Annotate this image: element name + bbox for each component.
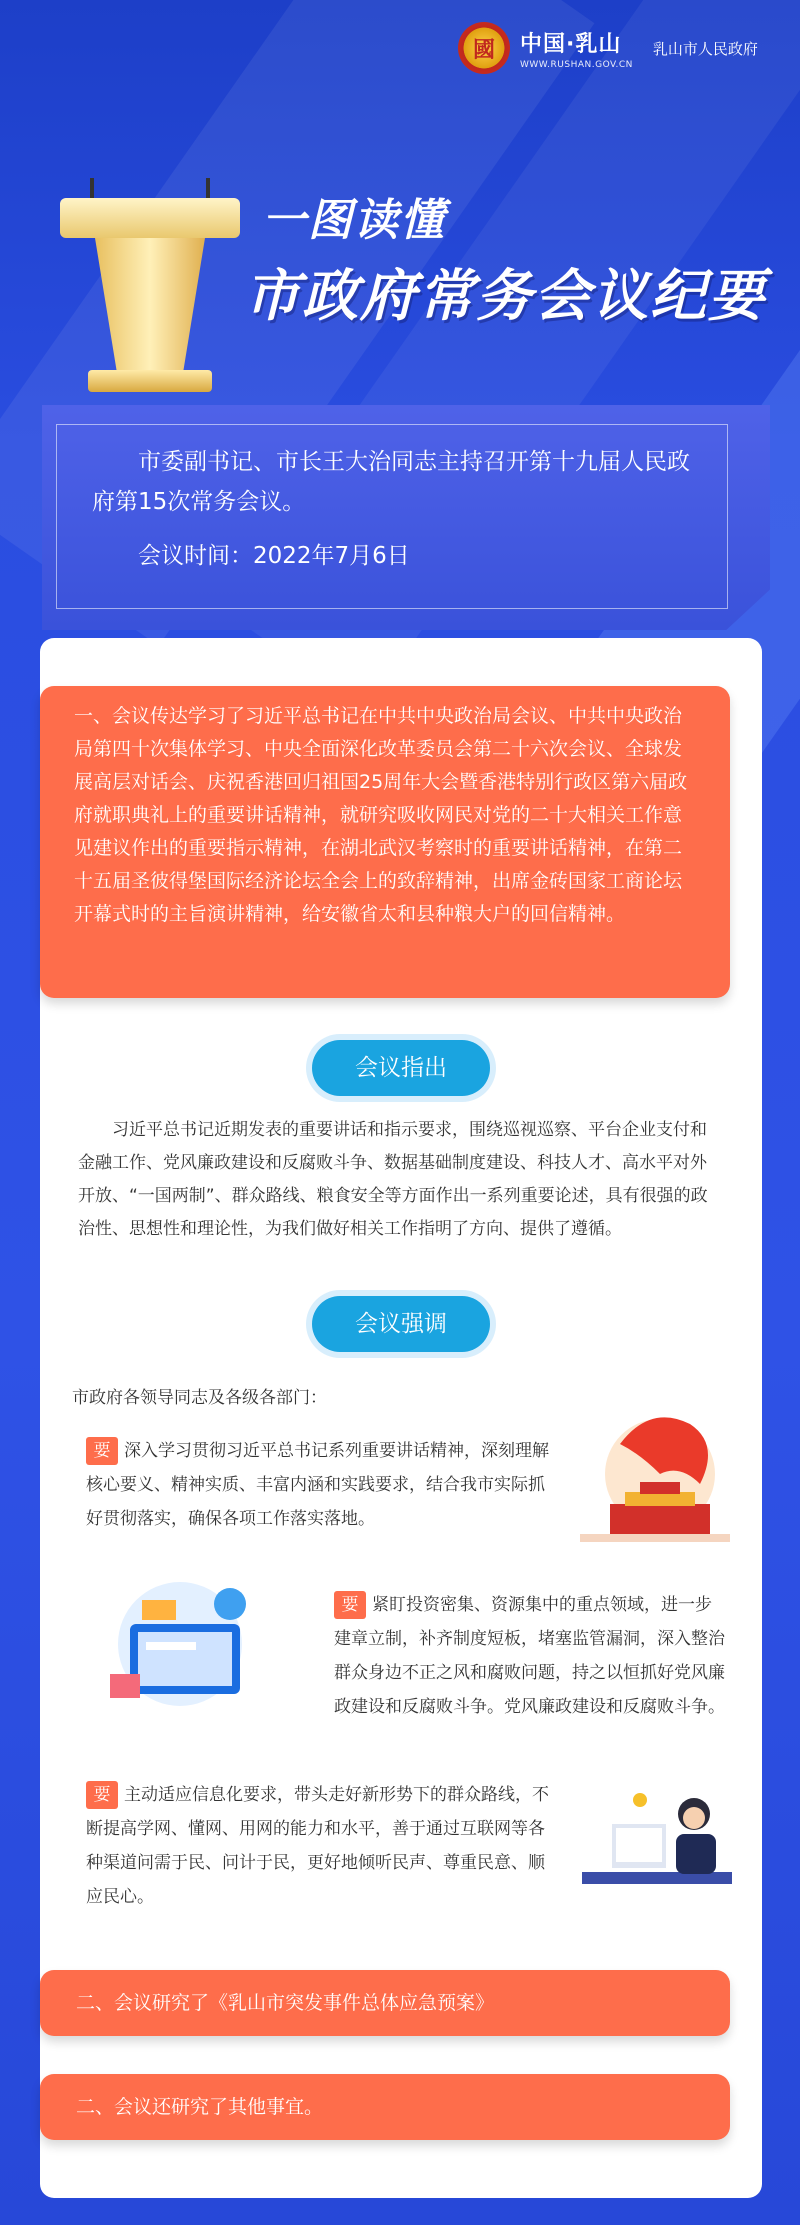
emphasis-item-1: [86, 1434, 560, 1536]
yao-badge: 要: [86, 1437, 118, 1465]
section-1-block: 一、会议传达学习了习近平总书记在中共中央政治局会议、中共中央政治局第四十次集体学习、中央全面深化改革委员会第二十六次会议、全球发展高层对话会、庆祝香港回归祖国25周年大会暨香港特别行政区第六届政府就职典礼上的重要讲话精神，就研究吸收网民对党的二十大相关工作意见建议作出的重要指示精神，在湖北武汉考察时的重要讲话精神，在第二十五届圣彼得堡国际经济论坛全会上的致辞精神，出席金砖国家工商论坛开幕式时的主旨演讲精神，给安徽省太和县种粮大户的回信精神。: [40, 686, 730, 998]
yao-badge: 要: [86, 1781, 118, 1809]
computer-illustration: [90, 1574, 270, 1714]
emphasized-heading: 会议强调: [312, 1296, 490, 1352]
logo-url: WWW.RUSHAN.GOV.CN: [520, 59, 633, 70]
yao-badge: 要: [334, 1591, 366, 1619]
emphasis-item-3: [86, 1778, 560, 1914]
emphasis-text-2: 紧盯投资密集、资源集中的重点领域，进一步建章立制，补齐制度短板，堵塞监管漏洞，深入整治群众身边不正之风和腐败问题，持之以恒抓好党风廉政建设和反腐败斗争。党风廉政建设和反腐败斗争。: [334, 1595, 725, 1717]
emphasis-item-2: [334, 1588, 726, 1724]
operator-illustration: [582, 1784, 732, 1894]
pointed-heading: 会议指出: [312, 1040, 490, 1096]
title-line1: 一图读懂: [262, 195, 446, 246]
emphasized-lead: 市政府各领导同志及各级各部门：: [72, 1388, 327, 1408]
gov-name: 乳山市人民政府: [652, 39, 758, 58]
national-emblem-icon: 國: [458, 22, 510, 74]
emphasis-text-3: 主动适应信息化要求，带头走好新形势下的群众路线，不断提高学网、懂网、用网的能力和水平，善于通过互联网等各种渠道问需于民、问计于民，更好地倾听民声、尊重民意、顺应民心。: [86, 1785, 549, 1907]
intro-summary: 市委副书记、市长王大治同志主持召开第十九届人民政府第15次常务会议。: [92, 449, 690, 515]
section-3-block: 二、会议还研究了其他事宜。: [40, 2074, 730, 2140]
page-title: 市政府常务会议纪要: [244, 264, 766, 329]
logo-main-text: 中国·乳山: [520, 31, 622, 57]
section-2-block: 二、会议研究了《乳山市突发事件总体应急预案》: [40, 1970, 730, 2036]
pointed-paragraph: 习近平总书记近期发表的重要讲话和指示要求，围绕巡视巡察、平台企业支付和金融工作、党风廉政建设和反腐败斗争、数据基础制度建设、科技人才、高水平对外开放、“一国两制”、群众路线、粮食安全等方面作出一系列重要论述，具有很强的政治性、思想性和理论性，为我们做好相关工作指明了方向、提供了遵循。: [78, 1120, 708, 1239]
tiananmen-illustration: [580, 1404, 730, 1554]
meeting-time: 会议时间：2022年7月6日: [138, 543, 410, 569]
site-logo[interactable]: [458, 22, 758, 74]
intro-text: [92, 442, 712, 576]
podium-illustration: [60, 178, 240, 408]
emphasis-text-1: 深入学习贯彻习近平总书记系列重要讲话精神，深刻理解核心要义、精神实质、丰富内涵和实践要求，结合我市实际抓好贯彻落实，确保各项工作落实落地。: [86, 1441, 549, 1529]
